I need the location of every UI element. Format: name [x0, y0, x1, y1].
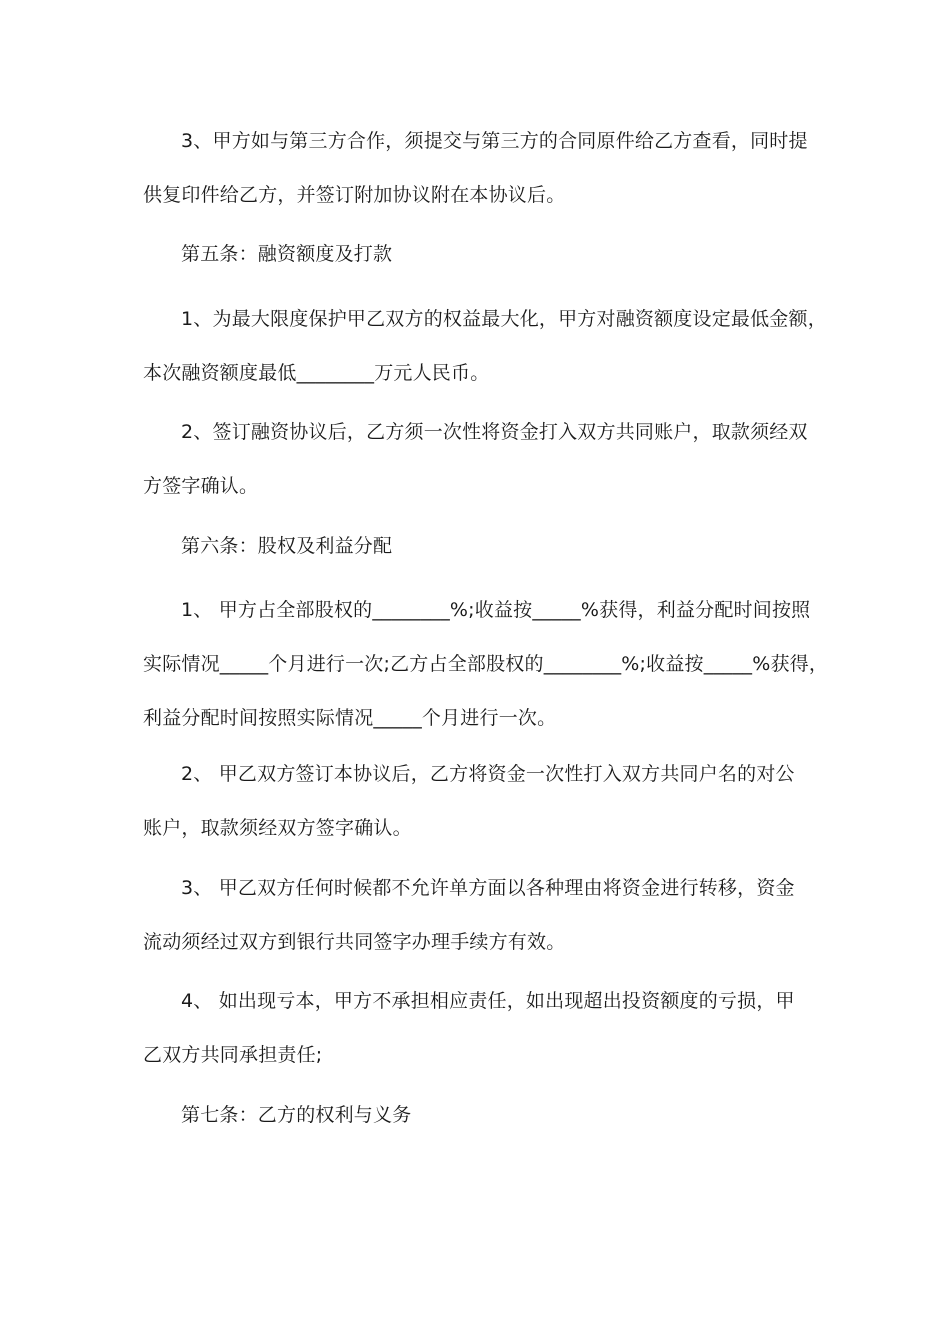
text-line: 1、为最大限度保护甲乙双方的权益最大化，甲方对融资额度设定最低金额， — [181, 308, 827, 330]
paragraph-clause-6-3 — [143, 861, 823, 969]
paragraph-clause-5-1 — [143, 292, 827, 400]
text-line: 2、 甲乙双方签订本协议后，乙方将资金一次性打入双方共同户名的对公 — [181, 763, 795, 785]
heading-line: 第七条：乙方的权利与义务 — [181, 1104, 412, 1126]
text-line: 3、 甲乙双方任何时候都不允许单方面以各种理由将资金进行转移，资金 — [181, 877, 795, 899]
paragraph-clause-6-1 — [143, 583, 829, 745]
paragraph-clause-4-3 — [143, 114, 823, 222]
section-heading-article-5 — [143, 227, 823, 281]
text-line: 2、签订融资协议后，乙方须一次性将资金打入双方共同账户，取款须经双 — [181, 421, 808, 443]
heading-line: 第五条：融资额度及打款 — [181, 243, 393, 265]
text-line: 乙双方共同承担责任; — [143, 1044, 323, 1066]
text-line: 供复印件给乙方，并签订附加协议附在本协议后。 — [143, 184, 566, 206]
section-heading-article-6 — [143, 519, 823, 573]
paragraph-clause-6-2 — [143, 747, 823, 855]
text-line: 利益分配时间按照实际情况_____个月进行一次。 — [143, 707, 557, 729]
text-line: 4、 如出现亏本，甲方不承担相应责任，如出现超出投资额度的亏损，甲 — [181, 990, 795, 1012]
text-line: 流动须经过双方到银行共同签字办理手续方有效。 — [143, 931, 566, 953]
paragraph-clause-6-4 — [143, 974, 823, 1082]
text-line: 方签字确认。 — [143, 475, 259, 497]
text-line: 实际情况_____个月进行一次;乙方占全部股权的________%;收益按_____%获得， — [143, 653, 829, 675]
text-line: 本次融资额度最低________万元人民币。 — [143, 362, 490, 384]
text-line: 账户，取款须经双方签字确认。 — [143, 817, 412, 839]
text-line: 1、 甲方占全部股权的________%;收益按_____%获得，利益分配时间按照 — [181, 599, 811, 621]
section-heading-article-7 — [143, 1088, 823, 1142]
paragraph-clause-5-2 — [143, 405, 823, 513]
text-line: 3、甲方如与第三方合作，须提交与第三方的合同原件给乙方查看，同时提 — [181, 130, 808, 152]
heading-line: 第六条：股权及利益分配 — [181, 535, 393, 557]
